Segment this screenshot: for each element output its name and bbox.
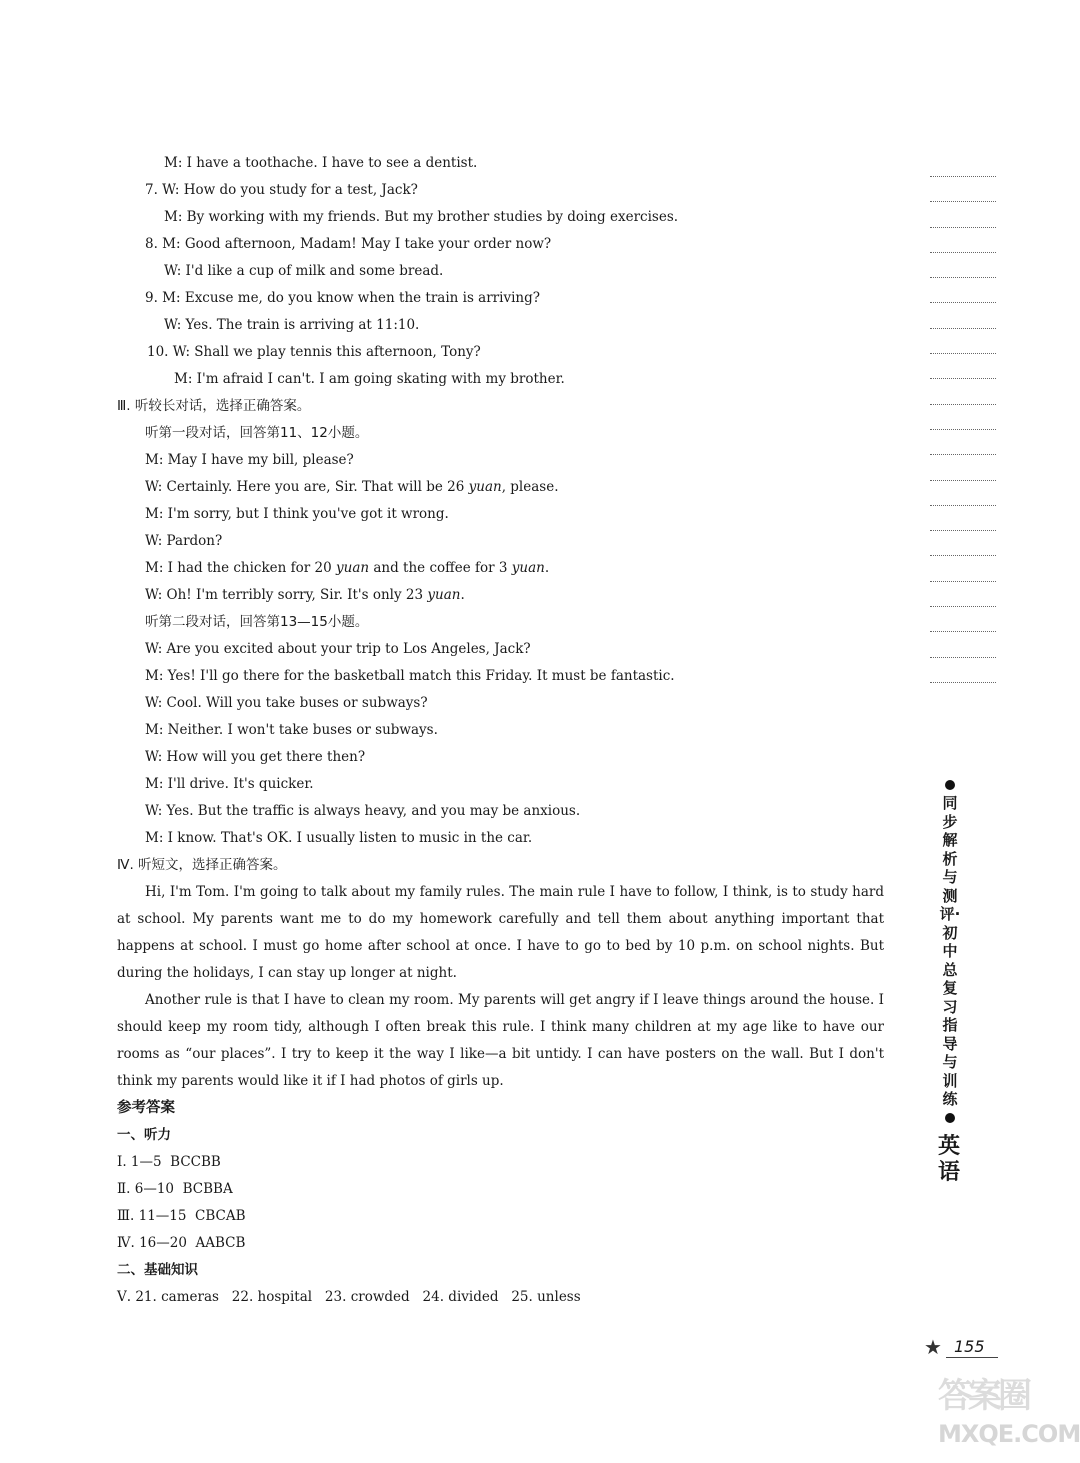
note-line [930, 454, 996, 455]
note-line [930, 581, 996, 582]
note-line [930, 555, 996, 556]
note-line [930, 404, 996, 405]
answers-basics-heading: 二、基础知识 [117, 1262, 198, 1278]
bullet-dot-top [945, 780, 955, 790]
note-line [930, 631, 996, 632]
dialog-line: 7. W: How do you study for a test, Jack? [145, 182, 418, 198]
section-4-heading: Ⅳ. 听短文，选择正确答案。 [117, 857, 287, 873]
star-icon: ★ [924, 1335, 942, 1359]
note-line [930, 378, 996, 379]
dialog-line: W: Yes. The train is arriving at 11:10. [164, 317, 420, 333]
note-line [930, 227, 996, 228]
section-3-heading: Ⅲ. 听较长对话，选择正确答案。 [117, 398, 311, 414]
watermark-bottom: MXQE.COM [938, 1420, 1080, 1448]
page-number [924, 1336, 996, 1358]
section-3-sub1: 听第一段对话，回答第11、12小题。 [145, 425, 369, 441]
dialog-2 [117, 636, 887, 852]
note-line [930, 302, 996, 303]
note-line [930, 505, 996, 506]
dialog-line: W: How will you get there then? [145, 749, 366, 765]
series-title-text: 同步解析与测评·初中总复习指导与训练 [939, 794, 961, 1108]
dialog-line: W: I'd like a cup of milk and some bread. [164, 263, 444, 279]
note-line [930, 480, 996, 481]
answer-line: Ⅳ. 16—20 AABCB [117, 1235, 246, 1251]
listening-answers [117, 1149, 887, 1257]
dialog-line: 9. M: Excuse me, do you know when the train is arriving? [145, 290, 540, 306]
watermark-logo [938, 1376, 1080, 1456]
dialog-line: M: I had the chicken for 20 yuan and the coffee for 3 yuan. [145, 560, 550, 576]
dialog-line: M: I'm afraid I can't. I am going skating with my brother. [174, 371, 565, 387]
page-number-text: 155 [954, 1337, 985, 1356]
dialog-line: W: Cool. Will you take buses or subways? [145, 695, 428, 711]
note-line [930, 657, 996, 658]
dialog-1 [117, 447, 887, 609]
note-line [930, 530, 996, 531]
page-number-rule [946, 1357, 998, 1358]
dialog-line: 10. W: Shall we play tennis this afternoon, Tony? [147, 344, 481, 360]
dialog-line: M: Neither. I won't take buses or subways. [145, 722, 438, 738]
note-line [930, 252, 996, 253]
dialog-line: M: Yes! I'll go there for the basketball match this Friday. It must be fantastic. [145, 668, 675, 684]
answer-line: Ⅲ. 11—15 CBCAB [117, 1208, 246, 1224]
dialog-line: M: May I have my bill, please? [145, 452, 354, 468]
dialog-line: M: By working with my friends. But my brother studies by doing exercises. [164, 209, 679, 225]
dialog-line: M: I'll drive. It's quicker. [145, 776, 314, 792]
series-title [939, 780, 961, 1127]
dialog-line: 8. M: Good afternoon, Madam! May I take your order now? [145, 236, 552, 252]
note-line [930, 176, 996, 177]
answer-line: Ⅰ. 1—5 BCCBB [117, 1154, 221, 1170]
answer-line: Ⅱ. 6—10 BCBBA [117, 1181, 233, 1197]
dialog-line: M: I know. That's OK. I usually listen to music in the car. [145, 830, 533, 846]
answers-title: 参考答案 [117, 1100, 175, 1116]
note-lines [930, 176, 996, 707]
dialog-line: W: Certainly. Here you are, Sir. That will be 26 yuan, please. [145, 479, 559, 495]
listening-part2-dialogs [117, 150, 887, 393]
bullet-dot-bottom [945, 1113, 955, 1123]
dialog-line: W: Yes. But the traffic is always heavy, and you may be anxious. [145, 803, 581, 819]
note-line [930, 328, 996, 329]
dialog-line: W: Are you excited about your trip to Los Angeles, Jack? [145, 641, 531, 657]
note-line [930, 682, 996, 683]
main-content [117, 150, 887, 1311]
note-line [930, 606, 996, 607]
watermark-top: 答案圈 [938, 1376, 1028, 1416]
subject-label: 英语 [937, 1134, 960, 1185]
dialog-line: M: I have a toothache. I have to see a dentist. [164, 155, 478, 171]
note-line [930, 201, 996, 202]
note-line [930, 353, 996, 354]
note-line [930, 277, 996, 278]
answers-listening-heading: 一、听力 [117, 1127, 171, 1143]
dialog-line: W: Pardon? [145, 533, 223, 549]
answers-basics: Ⅴ. 21. cameras 22. hospital 23. crowded 24. divided 25. unless [117, 1289, 581, 1305]
passage-paragraph-2: Another rule is that I have to clean my room. My parents will get angry if I leave things around the house. I should keep my room tidy, although I often break this rule. I think many children at my age like to have our rooms as “our places”. I try to keep it the way I like—a bit untidy. I can have posters on the wall. But I don't think my parents would like it if I had photos of girls up. [117, 992, 884, 1089]
section-3-sub2: 听第二段对话，回答第13—15小题。 [145, 614, 369, 630]
note-line [930, 429, 996, 430]
dialog-line: W: Oh! I'm terribly sorry, Sir. It's only 23 yuan. [145, 587, 465, 603]
passage-paragraph-1: Hi, I'm Tom. I'm going to talk about my family rules. The main rule I have to follow, I think, is to study hard at school. My parents want me to do my homework carefully and tell them about anything important that happens at school. I must go home after school at once. I have to go to bed by 10 p.m. on school nights. But during the holidays, I can stay up longer at night. [117, 884, 884, 981]
dialog-line: M: I'm sorry, but I think you've got it wrong. [145, 506, 449, 522]
